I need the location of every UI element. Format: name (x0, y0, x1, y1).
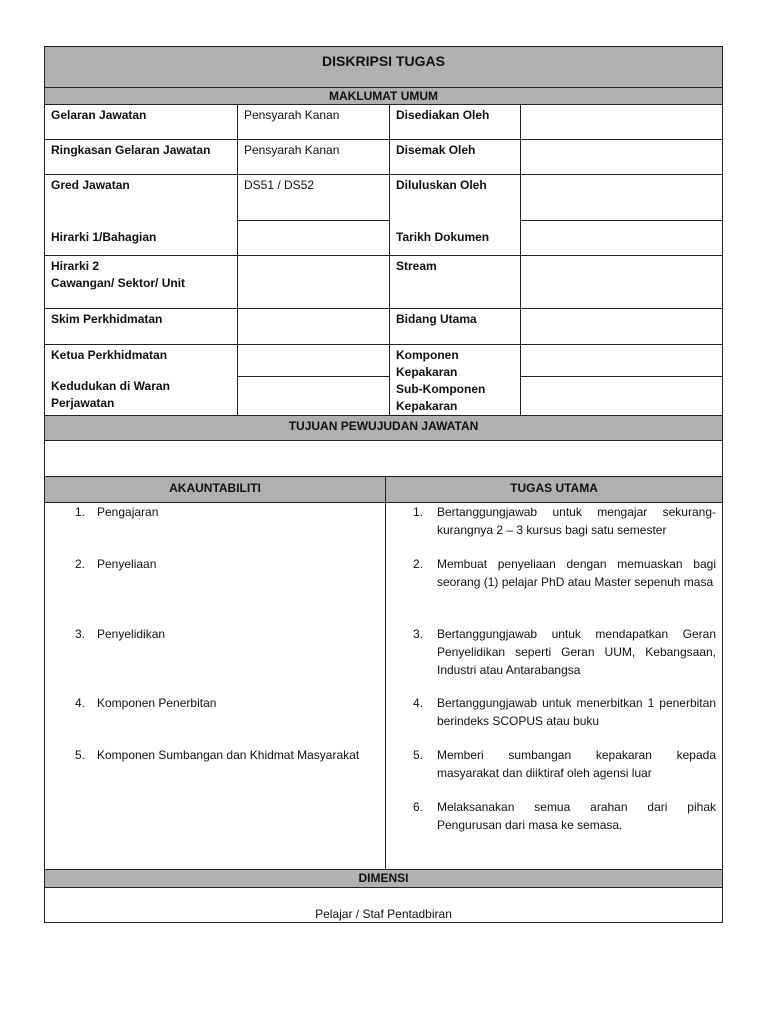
label-disemak-oleh: Disemak Oleh (389, 139, 521, 175)
label-skim-perkhidmatan: Skim Perkhidmatan (44, 308, 238, 345)
label-stream: Stream (389, 255, 521, 309)
akauntabiliti-list: 1. Pengajaran 2. Penyeliaan 3. Penyelidikan 4. Komponen Penerbitan 5. Komponen Sumbangan dan Khidmat Masyarakat (44, 502, 386, 870)
value-skim-perkhidmatan (237, 308, 390, 345)
section-header-maklumat-umum: MAKLUMAT UMUM (44, 87, 723, 105)
form-title: DISKRIPSI TUGAS (44, 46, 723, 88)
label-gelaran-jawatan: Gelaran Jawatan (44, 104, 238, 140)
value-gred-jawatan: DS51 / DS52 (237, 174, 390, 221)
label-diluluskan-tarikh: Diluluskan Oleh Tarikh Dokumen (389, 174, 521, 256)
section-header-tujuan: TUJUAN PEWUJUDAN JAWATAN (44, 415, 723, 441)
value-kedudukan-waran (237, 376, 390, 416)
label-bidang-utama: Bidang Utama (389, 308, 521, 345)
value-gelaran-jawatan: Pensyarah Kanan (237, 104, 390, 140)
label-ketua-kedudukan: Ketua Perkhidmatan Kedudukan di Waran Perjawatan (44, 344, 238, 416)
value-hirarki1 (237, 220, 390, 256)
value-tujuan (44, 440, 723, 477)
label-komponen-kepakaran: Komponen Kepakaran Sub-Komponen Kepakaran (389, 344, 521, 416)
section-header-dimensi: DIMENSI (44, 869, 723, 888)
value-ringkasan-gelaran: Pensyarah Kanan (237, 139, 390, 175)
value-hirarki2 (237, 255, 390, 309)
value-diluluskan-oleh (520, 174, 723, 221)
job-description-form (44, 46, 723, 923)
label-disediakan-oleh: Disediakan Oleh (389, 104, 521, 140)
value-dimensi: Pelajar / Staf Pentadbiran (44, 887, 723, 923)
value-disemak-oleh (520, 139, 723, 175)
label-gred-hirarki1: Gred Jawatan Hirarki 1/Bahagian (44, 174, 238, 256)
label-hirarki2: Hirarki 2 Cawangan/ Sektor/ Unit (44, 255, 238, 309)
value-disediakan-oleh (520, 104, 723, 140)
label-ringkasan-gelaran: Ringkasan Gelaran Jawatan (44, 139, 238, 175)
tugas-utama-list: 1. Bertanggungjawab untuk mengajar sekurang-kurangnya 2 – 3 kursus bagi satu semester 2. Membuat penyeliaan dengan memuaskan bagi seorang (1) pelajar PhD atau Master sepenuh masa 3. Bertanggungjawab untuk mendapatkan Geran Penyelidikan seperti Geran UUM, Kebangsaan, Industri atau Antarabangsa 4. Bertanggungjawab untuk menerbitkan 1 penerbitan berindeks SCOPUS atau buku 5. Memberi sumbangan kepakaran kepada masyarakat dan diiktiraf oleh agensi luar 6. Melaksanakan semua arahan dari pihak Pengurusan dari masa ke semasa. (385, 502, 723, 870)
value-komponen-kepakaran (520, 344, 723, 377)
value-ketua-perkhidmatan (237, 344, 390, 377)
section-header-akauntabiliti: AKAUNTABILITI (44, 476, 386, 503)
section-header-tugas-utama: TUGAS UTAMA (385, 476, 723, 503)
value-stream (520, 255, 723, 309)
value-sub-komponen-kepakaran (520, 376, 723, 416)
value-bidang-utama (520, 308, 723, 345)
value-tarikh-dokumen (520, 220, 723, 256)
